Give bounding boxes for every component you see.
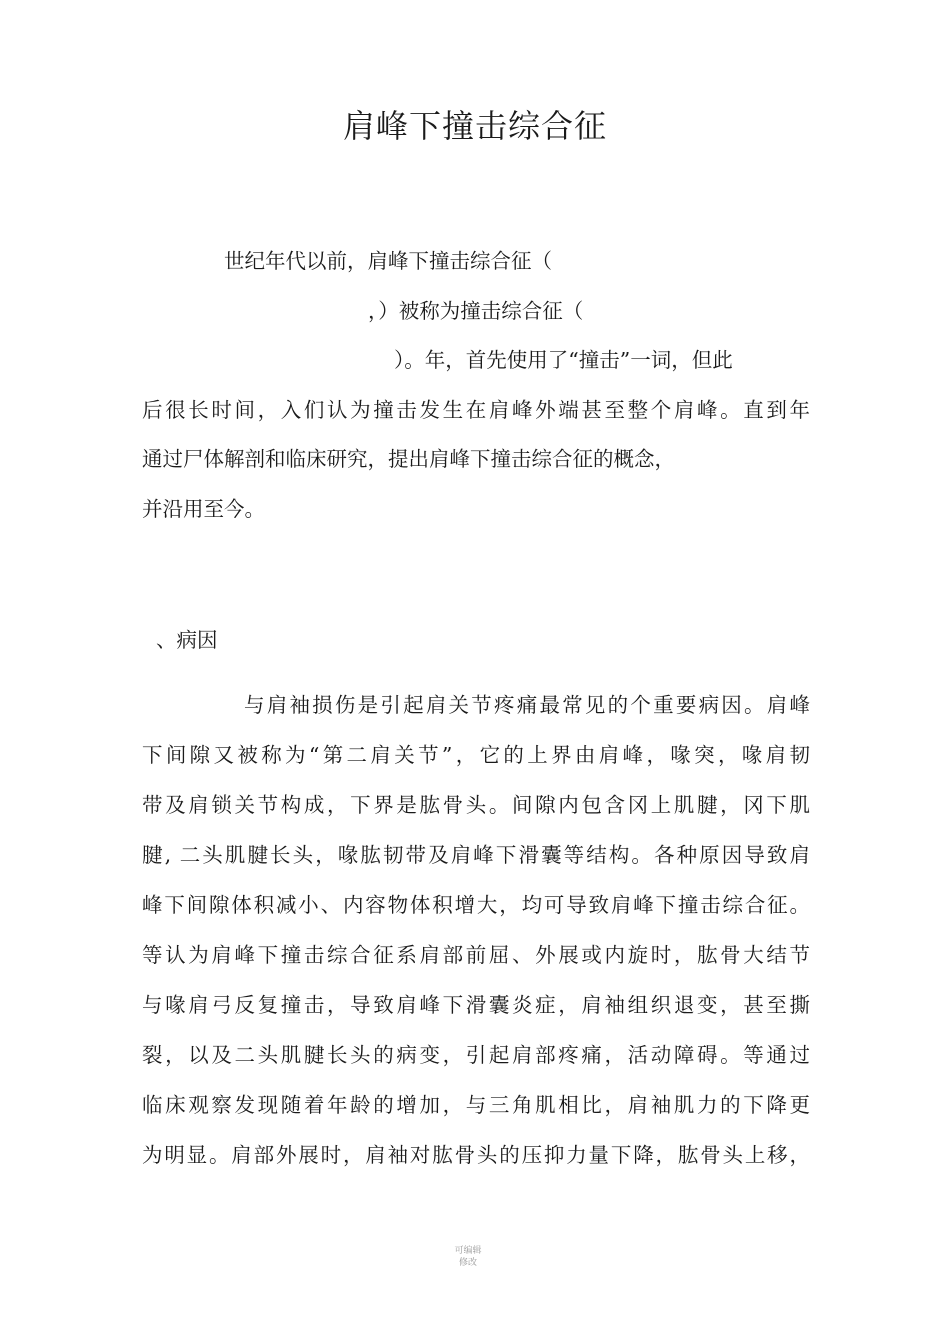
intro-line-5: 通过尸体解剖和临床研究，提出肩峰下撞击综合征的概念，: [142, 447, 675, 471]
footer-watermark: [452, 1245, 484, 1269]
intro-line-6: 并沿用至今。: [142, 497, 265, 521]
paragraph-line: 裂，以及二头肌腱长头的病变，引起肩部疼痛，活动障碍。等通过: [142, 1043, 810, 1067]
section-heading: 、病因: [156, 628, 218, 652]
paragraph-line: 等认为肩峰下撞击综合征系肩部前屈、外展或内旋时，肱骨大结节: [142, 943, 810, 967]
intro-line-4: 后很长时间，入们认为撞击发生在肩峰外端甚至整个肩峰。直到年: [142, 398, 810, 422]
paragraph-line: 腱, 二头肌腱长头，喙肱韧带及肩峰下滑囊等结构。各种原因导致肩: [142, 843, 810, 867]
paragraph-line: 峰下间隙体积减小、内容物体积增大，均可导致肩峰下撞击综合征。: [142, 893, 810, 917]
paragraph-line: 与肩袖损伤是引起肩关节疼痛最常见的个重要病因。肩峰: [244, 693, 810, 717]
footer-line-1: 可编辑: [454, 1246, 482, 1256]
intro-line-3: ）。年，首先使用了“撞击”一词，但此: [394, 348, 733, 372]
paragraph-line: 临床观察发现随着年龄的增加，与三角肌相比，肩袖肌力的下降更: [142, 1093, 810, 1117]
intro-line-2: ，）被称为撞击综合征（: [368, 299, 584, 323]
document-title: 肩峰下撞击综合征: [342, 107, 607, 145]
paragraph-line: 为明显。肩部外展时，肩袖对肱骨头的压抑力量下降，肱骨头上移，: [142, 1143, 810, 1167]
paragraph-line: 下间隙又被称为“第二肩关节”，它的上界由肩峰，喙突，喙肩韧: [142, 743, 810, 767]
paragraph-line: 带及肩锁关节构成，下界是肱骨头。间隙内包含冈上肌腱，冈下肌: [142, 793, 810, 817]
paragraph-line: 与喙肩弓反复撞击，导致肩峰下滑囊炎症，肩袖组织退变，甚至撕: [142, 993, 810, 1017]
intro-line-1: 世纪年代以前，肩峰下撞击综合征（: [224, 249, 552, 273]
footer-line-2: 修改: [458, 1258, 477, 1268]
